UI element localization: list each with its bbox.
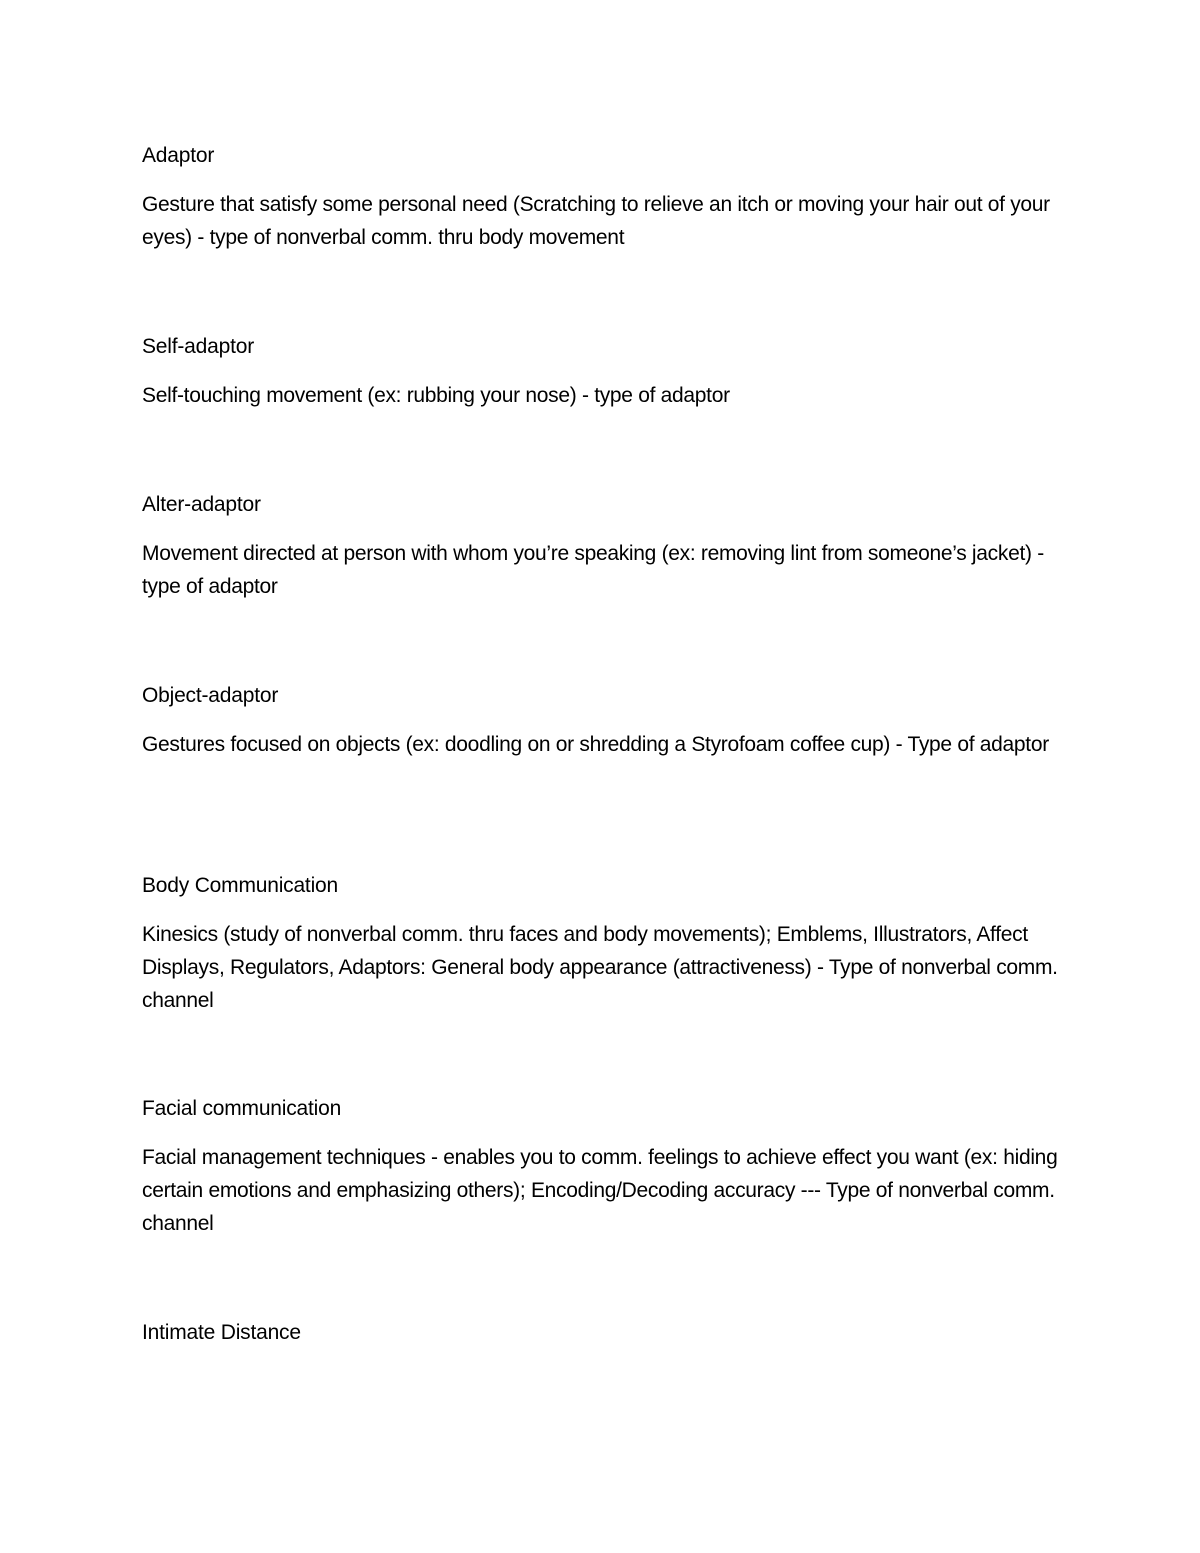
term-heading: Intimate Distance	[142, 1321, 301, 1344]
term-definition: Gesture that satisfy some personal need (Scratching to relieve an itch or moving your hair out of your eyes) - type of nonverbal comm. thru body movement	[142, 193, 1050, 249]
entry-adaptor	[142, 144, 1072, 249]
term-heading: Facial communication	[142, 1097, 342, 1120]
term-heading: Adaptor	[142, 144, 215, 167]
term-definition: Movement directed at person with whom you’re speaking (ex: removing lint from someone’s jacket) - type of adaptor	[142, 542, 1044, 598]
term-heading: Self-adaptor	[142, 335, 255, 358]
entry-object-adaptor	[142, 684, 1072, 756]
term-heading: Alter-adaptor	[142, 493, 261, 516]
term-definition: Self-touching movement (ex: rubbing your nose) - type of adaptor	[142, 384, 730, 407]
entry-facial-communication	[142, 1097, 1072, 1235]
term-heading: Body Communication	[142, 874, 338, 897]
entry-self-adaptor	[142, 335, 1072, 407]
term-definition: Gestures focused on objects (ex: doodling on or shredding a Styrofoam coffee cup) - Type of adaptor	[142, 733, 1049, 756]
term-heading: Object-adaptor	[142, 684, 279, 707]
term-definition: Facial management techniques - enables you to comm. feelings to achieve effect you want (ex: hiding certain emotions and emphasizing others); Encoding/Decoding accuracy --- Type of nonverbal comm. channel	[142, 1146, 1058, 1235]
term-definition: Kinesics (study of nonverbal comm. thru faces and body movements); Emblems, Illustrators, Affect Displays, Regulators, Adaptors: General body appearance (attractiveness) - Type of nonverbal comm. channel	[142, 923, 1058, 1012]
entry-body-communication	[142, 874, 1072, 1012]
entry-intimate-distance	[142, 1321, 1072, 1345]
entry-alter-adaptor	[142, 493, 1072, 598]
